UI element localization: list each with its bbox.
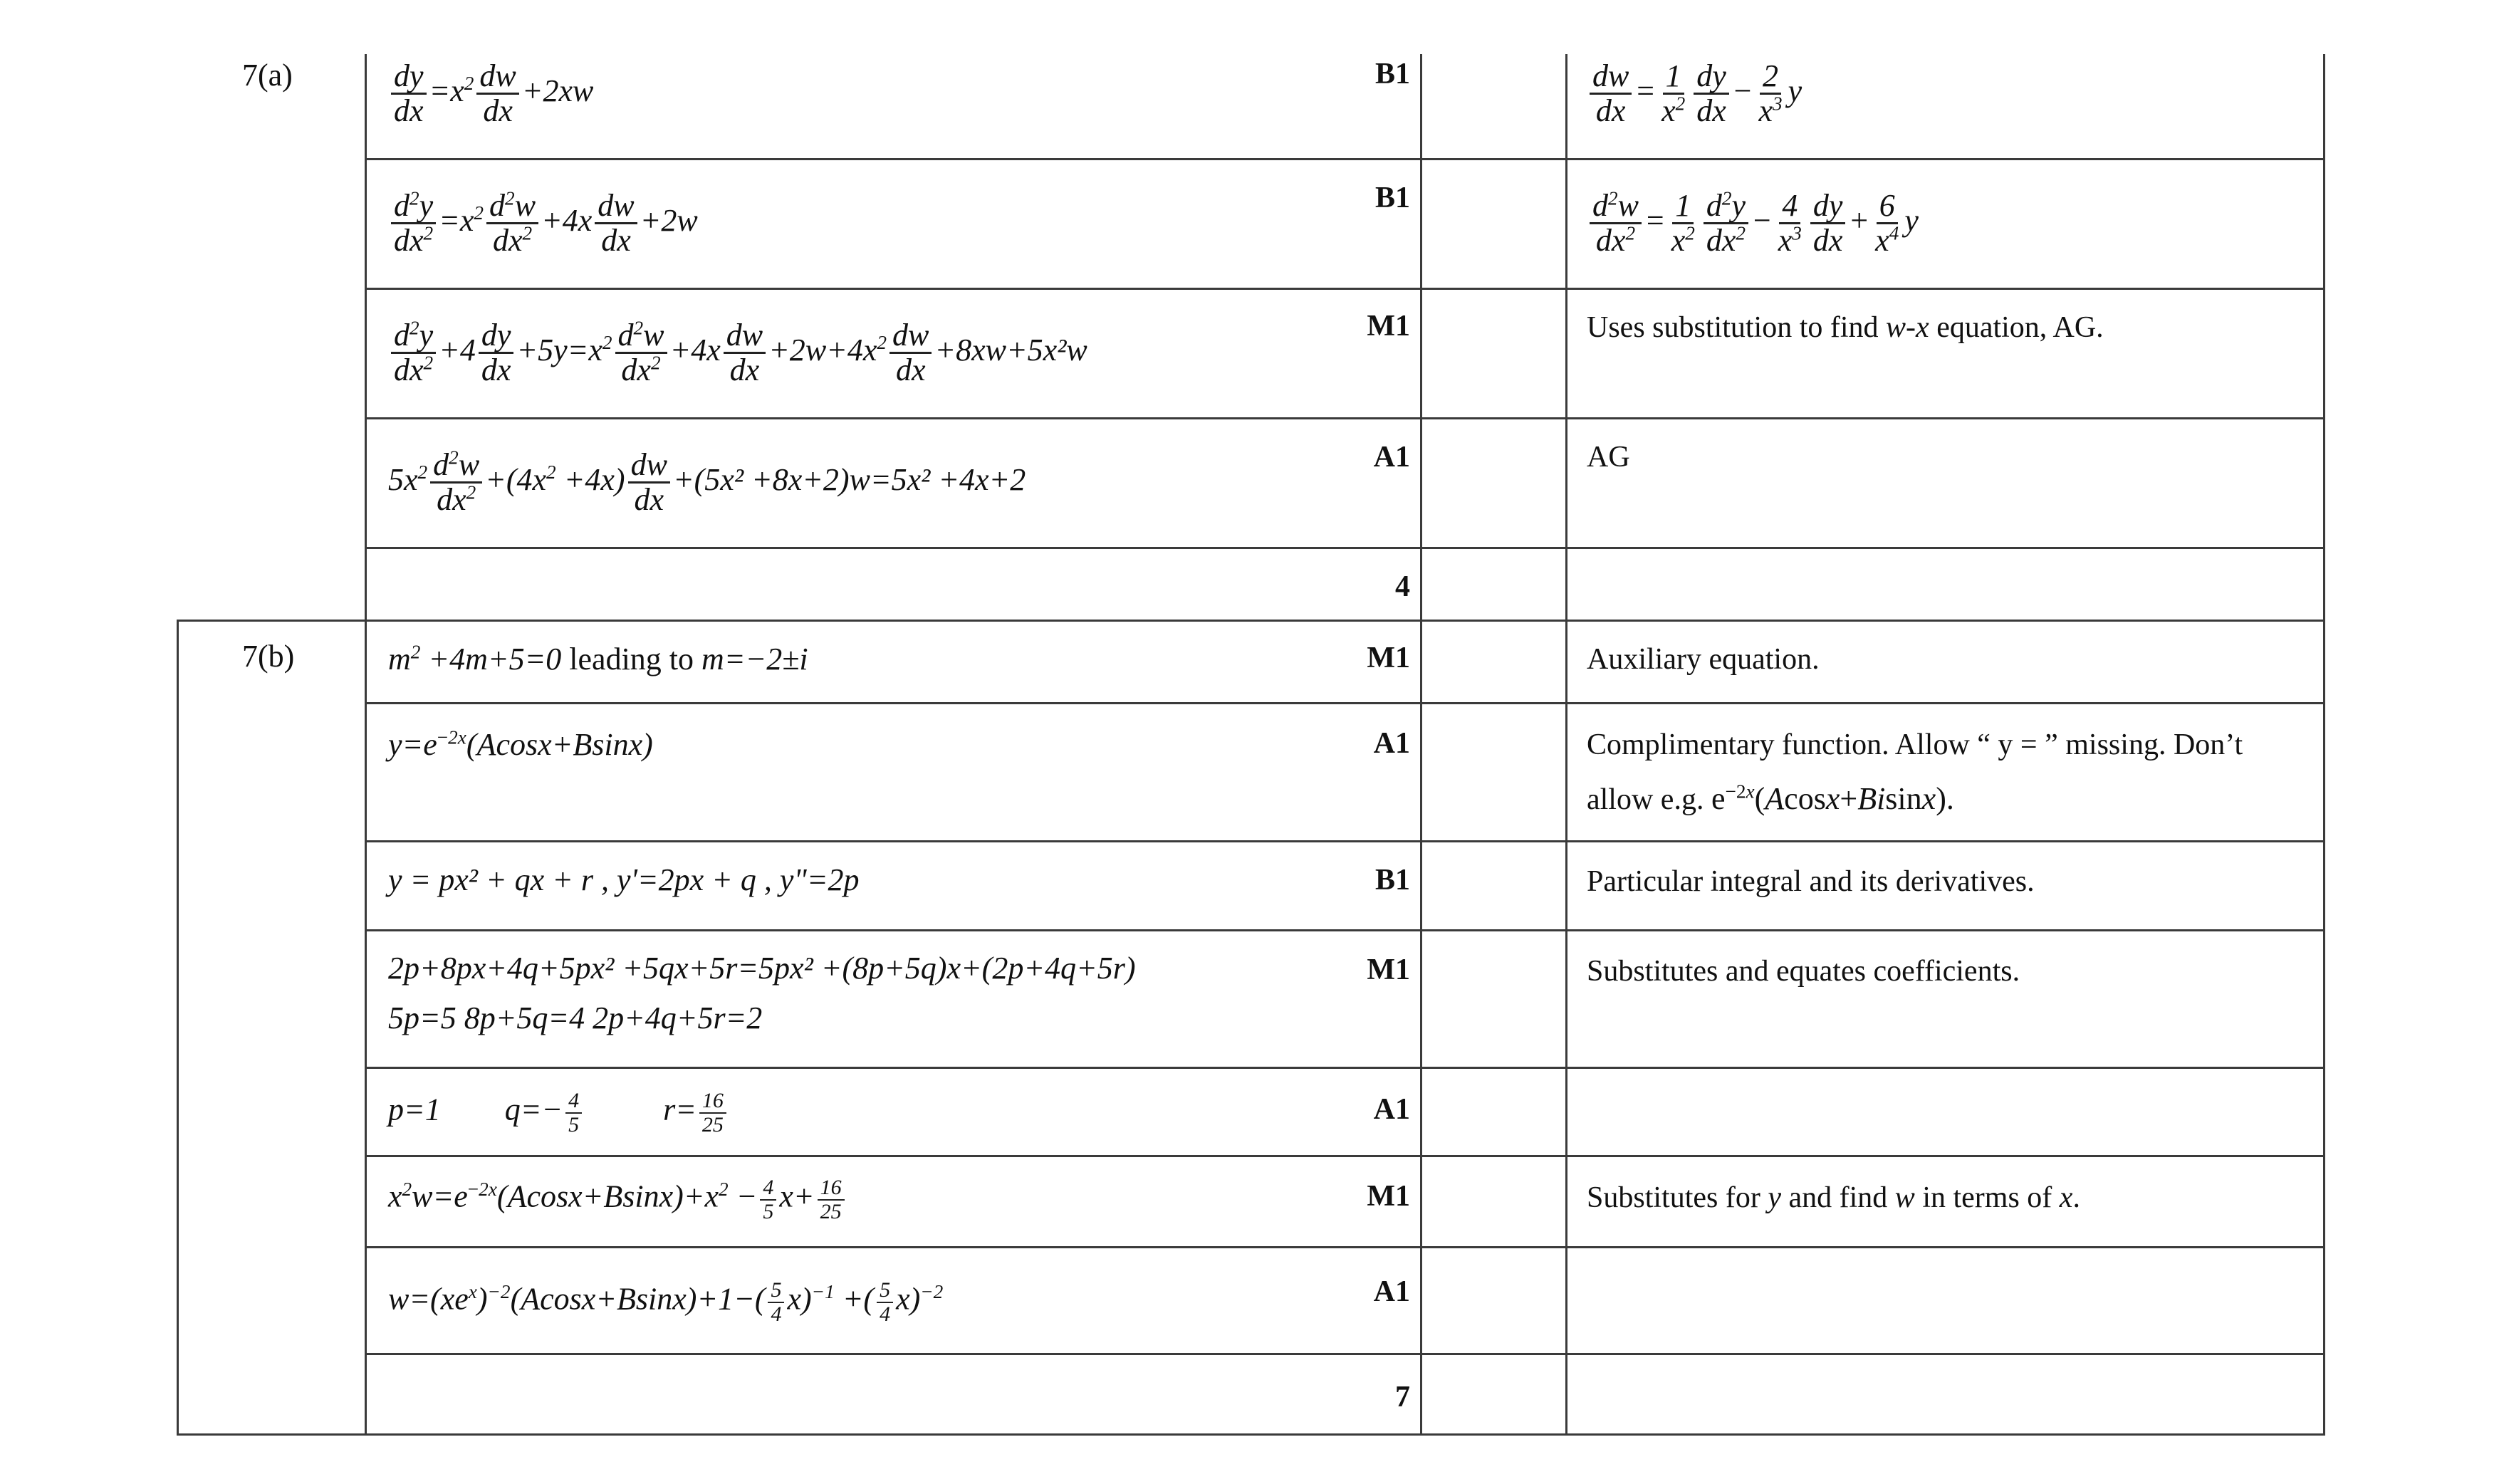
- grid-line: [365, 288, 2325, 290]
- grid-line: [177, 1433, 2325, 1436]
- working-line: $\frac{dy}{dx}$ $=x^2$ $\frac{dw}{dx}$ +2xw: [388, 60, 593, 127]
- working-line: 5p=5 8p+5q=4 2p+4q+5r=2: [388, 1000, 763, 1035]
- working-line: p=1 q=− $\frac{4}{5}$ r= $\frac{16}{25}$: [388, 1090, 729, 1136]
- working-line: 2p+8px+4q+5px² +5qx+5r=5px² +(8p+5q)x+(2p+4q+5r): [388, 951, 1136, 986]
- mark: M1: [1367, 642, 1410, 674]
- mark: B1: [1374, 58, 1410, 90]
- mark: M1: [1367, 310, 1410, 343]
- working-line: $\frac{d^2y}{dx^2}$ +4 $\frac{dy}{dx}$ $+5y=x^2$ $\frac{d^2w}{dx^2}$ +4x $\frac{dw}{dx}$ $+2w+4x^2$ $\frac{dw}{dx}$ +8xw+5x²w: [388, 319, 1087, 387]
- guidance-text: Uses substitution to find w-x equation, AG.: [1587, 311, 2104, 344]
- mark-total: 4: [1395, 570, 1410, 603]
- guidance-text: allow e.g. $e^{-2x}(Acosx+Bisinx)$.: [1587, 780, 1954, 816]
- grid-line: [1420, 54, 1422, 1436]
- grid-line: [365, 702, 2325, 704]
- guidance-text: Particular integral and its derivatives.: [1587, 865, 2035, 898]
- guidance-text: Complimentary function. Allow “ y = ” missing. Don’t: [1587, 728, 2243, 761]
- guidance-formula: $\frac{dw}{dx}$ = $\frac{1}{x^2}$ $\frac{dy}{dx}$ − $\frac{2}{x^3}$ y: [1587, 60, 1802, 127]
- grid-line: [365, 1067, 2325, 1069]
- grid-line: [365, 929, 2325, 931]
- working-line: $y=e^{-2x}(Acosx+Bsinx)$: [388, 726, 653, 762]
- guidance-text: Substitutes and equates coefficients.: [1587, 955, 2020, 988]
- grid-line: [365, 158, 2325, 160]
- mark-total: 7: [1395, 1381, 1410, 1414]
- working-line: $w=(xe^x)^{-2}(Acosx+Bsinx)+1-$( $\frac{5}{4}$ x)$^{-1}$ +( $\frac{5}{4}$ x)$^{-2}$: [388, 1278, 944, 1326]
- guidance-text: AG: [1587, 441, 1630, 474]
- guidance-text: Auxiliary equation.: [1587, 643, 1820, 676]
- guidance-text: Substitutes for y and find w in terms of x.: [1587, 1181, 2080, 1214]
- mark: M1: [1367, 953, 1410, 986]
- grid-line: [365, 1353, 2325, 1355]
- question-label-7b: 7(b): [242, 639, 295, 674]
- grid-line: [365, 1155, 2325, 1157]
- mark: A1: [1373, 1093, 1410, 1126]
- working-line: $\frac{d^2y}{dx^2}$ $=x^2$ $\frac{d^2w}{dx^2}$ +4x $\frac{dw}{dx}$ +2w: [388, 189, 698, 257]
- grid-line: [365, 1246, 2325, 1248]
- grid-line: [365, 54, 367, 1436]
- working-line: $m^2 +4m+5=0$ leading to m=−2±i: [388, 641, 808, 676]
- guidance-formula: $\frac{d^2w}{dx^2}$ = $\frac{1}{x^2}$ $\frac{d^2y}{dx^2}$ − $\frac{4}{x^3}$ $\frac{dy}{dx}$ + $\frac{6}{x^4}$ y: [1587, 189, 1919, 257]
- grid-line: [177, 620, 179, 1436]
- working-line: y = px² + qx + r , y'=2px + q , y"=2p: [388, 862, 860, 897]
- question-label-7a: 7(a): [242, 58, 293, 93]
- mark: A1: [1373, 441, 1410, 474]
- grid-line: [365, 840, 2325, 842]
- mark: A1: [1373, 727, 1410, 760]
- grid-line: [2323, 54, 2325, 1436]
- working-line: $5x^2$ $\frac{d^2w}{dx^2}$ $+(4x^2 +4x)$ $\frac{dw}{dx}$ +(5x² +8x+2)w=5x² +4x+2: [388, 446, 1026, 518]
- grid-line: [1565, 54, 1567, 1436]
- mark: B1: [1374, 864, 1410, 897]
- grid-line: [365, 547, 2325, 549]
- grid-line: [365, 417, 2325, 419]
- mark: A1: [1373, 1275, 1410, 1308]
- mark: B1: [1374, 182, 1410, 214]
- grid-line: [177, 620, 2325, 622]
- mark: M1: [1367, 1180, 1410, 1213]
- working-line: $x^2w=e^{-2x}(Acosx+Bsinx)+x^2$ − $\frac{4}{5}$ x+ $\frac{16}{25}$: [388, 1176, 847, 1223]
